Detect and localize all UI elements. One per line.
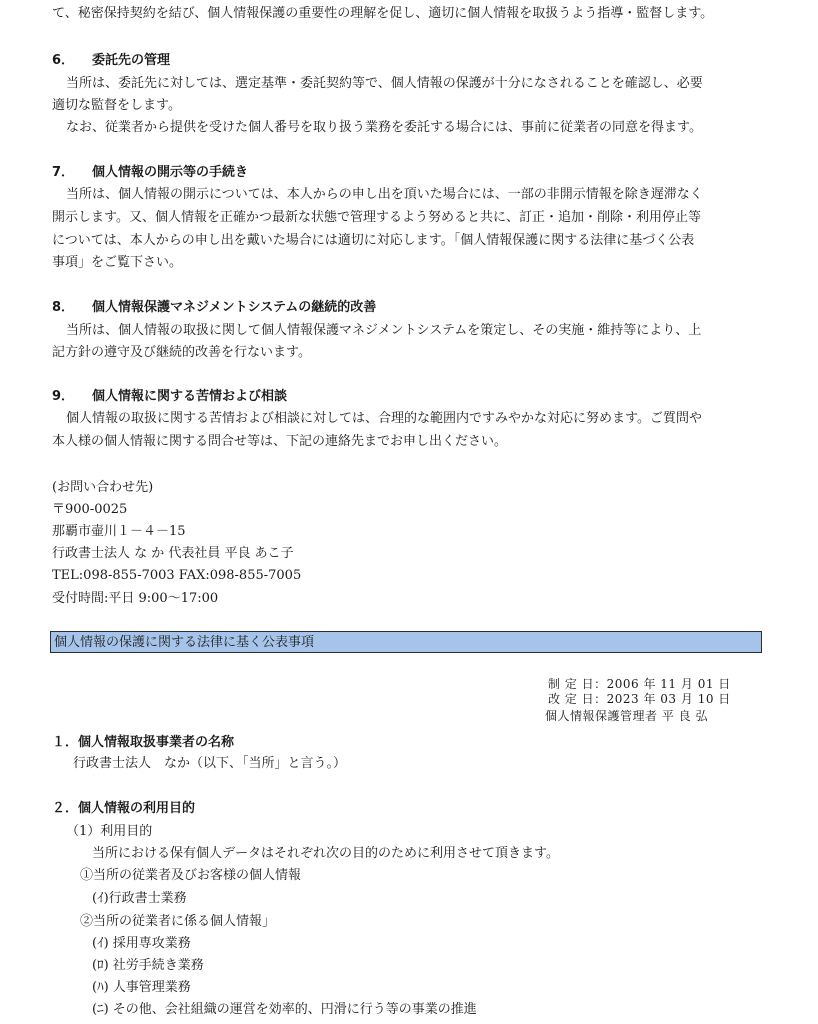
section-7-text: 開示します。又、個人情報を正確かつ最新な状態で管理するよう努めると共に、訂正・追加・削除・利用停止等 [52,210,701,225]
section-9-title: 個人情報に関する苦情および相談 [92,389,288,404]
section-8-text: 当所は、個人情報の取扱に関して個人情報保護マネジメントシステムを策定し、その実施・維持等により、上 [66,323,702,338]
purpose-subitem: (ﾛ) 社労手続き業務 [92,958,204,973]
item-1-body: 行政書士法人 なか（以下、「当所」と言う。） [73,756,347,771]
section-6-heading [52,53,170,69]
section-6-number: 6． [52,53,75,68]
section-6-text: 当所は、委託先に対しては、選定基準・委託契約等で、個人情報の保護が十分になされることを確認し、必要 [66,76,703,91]
purpose-item: ②当所の従業者に係る個人情報」 [80,914,276,929]
section-8-text: 記方針の遵守及び継続的改善を行ないます。 [52,345,311,360]
privacy-manager: 個人情報保護管理者 平 良 弘 [545,709,708,723]
contact-organization: 行政書士法人 な か 代表社員 平良 あこ子 [52,546,294,561]
item-1-heading [52,735,234,751]
item-2-subheading: （1）利用目的 [66,824,153,839]
section-7-text: 事項」をご覧下さい。 [52,255,183,270]
item-1-number: １． [52,735,79,750]
item-2-heading [52,801,195,817]
public-notice-banner [50,631,762,653]
purpose-subitem: (ｲ)行政書士業務 [92,891,187,906]
section-9-heading [52,389,287,405]
section-6-text: 適切な監督をします。 [52,98,181,113]
section-9-text: 個人情報の取扱に関する苦情および相談に対しては、合理的な範囲内ですみやかな対応に努めます。ご質問や [66,411,702,426]
section-7-text: については、本人からの申し出を戴いた場合には適切に対応します。「個人情報保護に関する法律に基づく公表 [52,233,695,248]
section-6-title: 委託先の管理 [92,53,171,68]
purpose-item: ①当所の従業者及びお客様の個人情報 [80,868,302,883]
revised-date: 改 定 日：2023 年 03 月 10 日 [548,692,731,706]
section-7-text: 当所は、個人情報の開示については、本人からの申し出を頂いた場合には、一部の非開示情報を除き遅滞なく [66,187,703,202]
established-date: 制 定 日：2006 年 11 月 01 日 [548,677,731,691]
purpose-subitem: (ﾆ) その他、会社組織の運営を効率的、円滑に行う等の事業の推進 [92,1002,477,1017]
contact-phone-fax: TEL:098-855-7003 FAX:098-855-7005 [52,568,302,583]
purpose-subitem: (ｲ) 採用専攻業務 [92,936,191,951]
continuation-text: て、秘密保持契約を結び、個人情報保護の重要性の理解を促し、適切に個人情報を取扱うよう指導・監督します。 [52,6,714,21]
section-8-heading [52,300,376,316]
section-9-text: 本人様の個人情報に関する問合せ等は、下記の連絡先までお申し出ください。 [52,434,508,449]
section-8-title: 個人情報保護マネジメントシステムの継続的改善 [92,300,377,315]
item-2-number: ２． [52,801,79,816]
section-6-text: なお、従業者から提供を受けた個人番号を取り扱う業務を委託する場合には、事前に従業者の同意を得ます。 [66,120,702,135]
item-2-title: 個人情報の利用目的 [78,801,196,816]
contact-hours: 受付時間:平日 9:00～17:00 [52,591,219,606]
section-7-title: 個人情報の開示等の手続き [92,165,249,180]
section-9-number: 9． [52,389,75,404]
item-1-title: 個人情報取扱事業者の名称 [78,735,235,750]
item-2-intro: 当所における保有個人データはそれぞれ次の目的のために利用させて頂きます。 [92,846,559,861]
purpose-subitem: (ﾊ) 人事管理業務 [92,980,191,995]
section-7-number: 7． [52,165,75,180]
section-7-heading [52,165,248,181]
contact-address: 那覇市壷川１－４－15 [52,524,186,539]
contact-postal-code: 〒900-0025 [52,502,128,517]
public-notice-banner-title: 個人情報の保護に関する法律に基く公表事項 [54,635,315,650]
section-8-number: 8． [52,300,75,315]
contact-heading: (お問い合わせ先) [52,480,154,495]
